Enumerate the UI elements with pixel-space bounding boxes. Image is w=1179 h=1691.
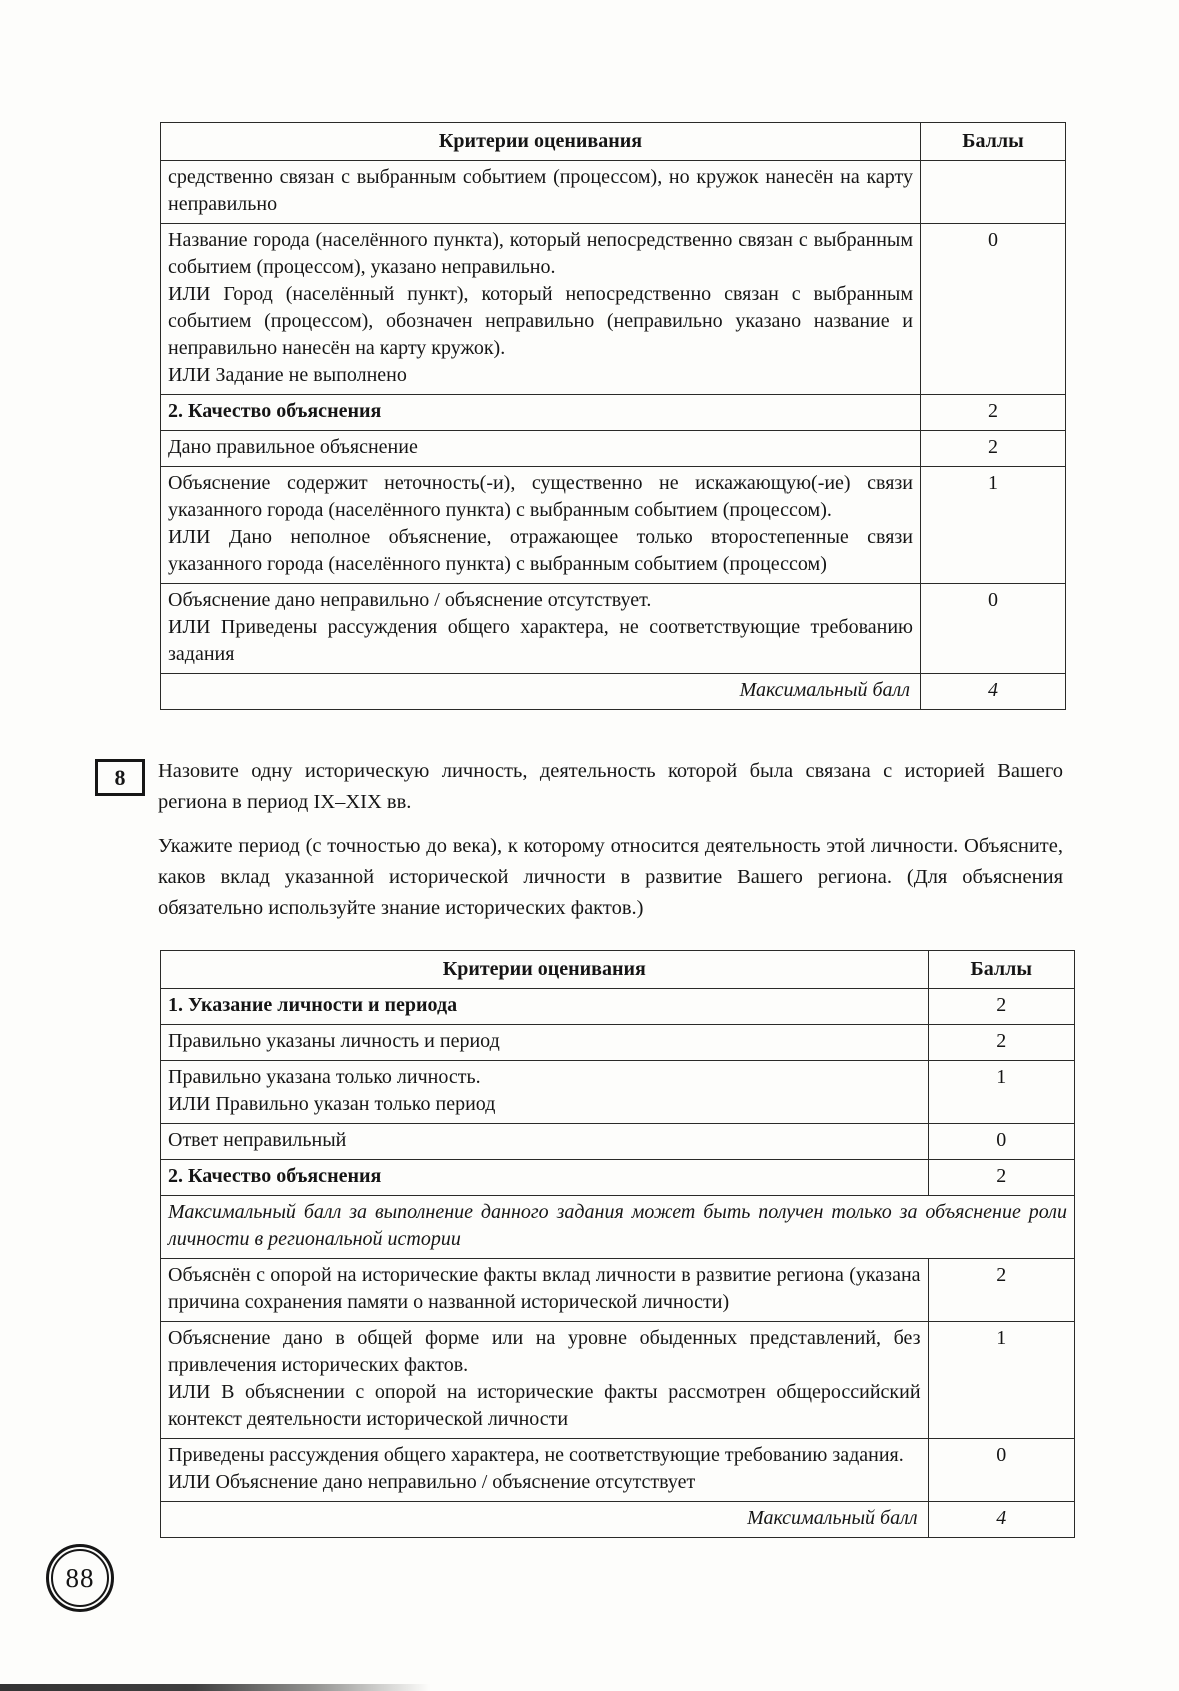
max-score-row (161, 1502, 1075, 1538)
max-score-row (161, 674, 1066, 710)
section-title: 1. Указание личности и периода (168, 994, 458, 1016)
criteria-text: Объяснение содержит неточность(-и), существенно не искажающую(-ие) связи указанного города (населённого пункта) с выбранным событием (процессом). (168, 472, 913, 521)
criteria-cell (161, 1124, 929, 1160)
header-row (161, 951, 1075, 989)
criteria-text: Дано правильное объяснение (168, 436, 418, 458)
criteria-cell (161, 989, 929, 1025)
table-row (161, 1124, 1075, 1160)
max-score-label: Максимальный балл (161, 1502, 929, 1538)
note-row (161, 1196, 1075, 1259)
criteria-cell (161, 467, 921, 584)
criteria-text: ИЛИ Правильно указан только период (168, 1093, 496, 1115)
criteria-text: Название города (населённого пункта), который непосредственно связан с выбранным событием (процессом), указано неправильно. (168, 229, 913, 278)
table-row (161, 1061, 1075, 1124)
criteria-cell (161, 1322, 929, 1439)
criteria-cell (161, 224, 921, 395)
section-title: 2. Качество объяснения (168, 400, 382, 422)
max-score-value: 4 (928, 1502, 1074, 1538)
table-row (161, 584, 1066, 674)
column-header-criteria: Критерии оценивания (161, 951, 929, 989)
table-row (161, 1322, 1075, 1439)
section-title: 2. Качество объяснения (168, 1165, 382, 1187)
task-text (158, 756, 1063, 924)
criteria-text: ИЛИ Дано неполное объяснение, отражающее только второстепенные связи указанного города (населённого пункта) с выбранным событием (процессом) (168, 526, 913, 575)
criteria-text: Объяснение дано в общей форме или на уровне обыденных представлений, без привлечения исторических фактов. (168, 1327, 921, 1376)
criteria-text: средственно связан с выбранным событием (процессом), но кружок нанесён на карту неправильно (168, 166, 913, 215)
header-row (161, 123, 1066, 161)
points-cell: 0 (928, 1439, 1074, 1502)
criteria-cell (161, 1025, 929, 1061)
criteria-text: Приведены рассуждения общего характера, не соответствующие требованию задания. (168, 1444, 904, 1466)
criteria-text: Правильно указаны личность и период (168, 1030, 500, 1052)
points-cell: 2 (921, 431, 1066, 467)
criteria-cell (161, 1160, 929, 1196)
criteria-cell (161, 1061, 929, 1124)
note-cell (161, 1196, 1075, 1259)
criteria-text: ИЛИ Город (населённый пункт), который непосредственно связан с выбранным событием (процессом), обозначен неправильно (неправильно указано название и неправильно нанесён на карту кружок). (168, 283, 913, 359)
max-score-value: 4 (921, 674, 1066, 710)
criteria-cell (161, 431, 921, 467)
criteria-text: ИЛИ В объяснении с опорой на исторические факты рассмотрен общероссийский контекст деятельности исторической личности (168, 1381, 921, 1430)
points-cell (921, 161, 1066, 224)
criteria-cell (161, 1439, 929, 1502)
table-row (161, 161, 1066, 224)
section-row (161, 989, 1075, 1025)
task-number-badge: 8 (95, 759, 145, 796)
table-row (161, 1439, 1075, 1502)
points-cell: 2 (928, 1259, 1074, 1322)
column-header-criteria: Критерии оценивания (161, 123, 921, 161)
table-row (161, 1025, 1075, 1061)
points-cell: 1 (928, 1322, 1074, 1439)
section-row (161, 395, 1066, 431)
criteria-table-1-header (161, 123, 1066, 161)
scan-edge-artifact (0, 1684, 430, 1691)
table-row (161, 467, 1066, 584)
section-row (161, 1160, 1075, 1196)
page-number-badge (46, 1544, 114, 1612)
criteria-table-2 (160, 950, 1075, 1538)
points-cell: 1 (928, 1061, 1074, 1124)
table-row (161, 224, 1066, 395)
criteria-text: ИЛИ Задание не выполнено (168, 364, 407, 386)
criteria-cell (161, 161, 921, 224)
criteria-text: Объяснение дано неправильно / объяснение отсутствует. (168, 589, 652, 611)
points-cell: 0 (921, 224, 1066, 395)
task-8 (95, 756, 1179, 924)
column-header-points: Баллы (928, 951, 1074, 989)
criteria-cell (161, 1259, 929, 1322)
page-number: 88 (65, 1562, 95, 1593)
points-cell: 2 (928, 1025, 1074, 1061)
points-cell: 2 (928, 989, 1074, 1025)
points-cell: 2 (921, 395, 1066, 431)
points-cell: 0 (921, 584, 1066, 674)
criteria-text: Правильно указана только личность. (168, 1066, 481, 1088)
column-header-points: Баллы (921, 123, 1066, 161)
table-row (161, 431, 1066, 467)
max-score-label: Максимальный балл (161, 674, 921, 710)
criteria-text: ИЛИ Объяснение дано неправильно / объяснение отсутствует (168, 1471, 696, 1493)
points-cell: 1 (921, 467, 1066, 584)
criteria-table-1 (160, 122, 1066, 710)
criteria-cell (161, 584, 921, 674)
criteria-text: ИЛИ Приведены рассуждения общего характера, не соответствующие требованию задания (168, 616, 913, 665)
table-row (161, 1259, 1075, 1322)
note-text: Максимальный балл за выполнение данного задания может быть получен только за объяснение роли личности в региональной истории (168, 1201, 1067, 1250)
task-paragraph: Укажите период (с точностью до века), к которому относится деятельность этой личности. Объясните, каков вклад указанной исторической личности в развитие Вашего региона. (Для объяснения обязательно используйте знание исторических фактов.) (158, 835, 1063, 919)
points-cell: 2 (928, 1160, 1074, 1196)
task-paragraph: Назовите одну историческую личность, деятельность которой была связана с историей Вашего региона в период IX–XIX вв. (158, 760, 1063, 813)
criteria-text: Объяснён с опорой на исторические факты вклад личности в развитие региона (указана причина сохранения памяти о названной исторической личности) (168, 1264, 921, 1313)
points-cell: 0 (928, 1124, 1074, 1160)
criteria-table-2-header (161, 951, 1075, 989)
criteria-cell (161, 395, 921, 431)
criteria-text: Ответ неправильный (168, 1129, 347, 1151)
